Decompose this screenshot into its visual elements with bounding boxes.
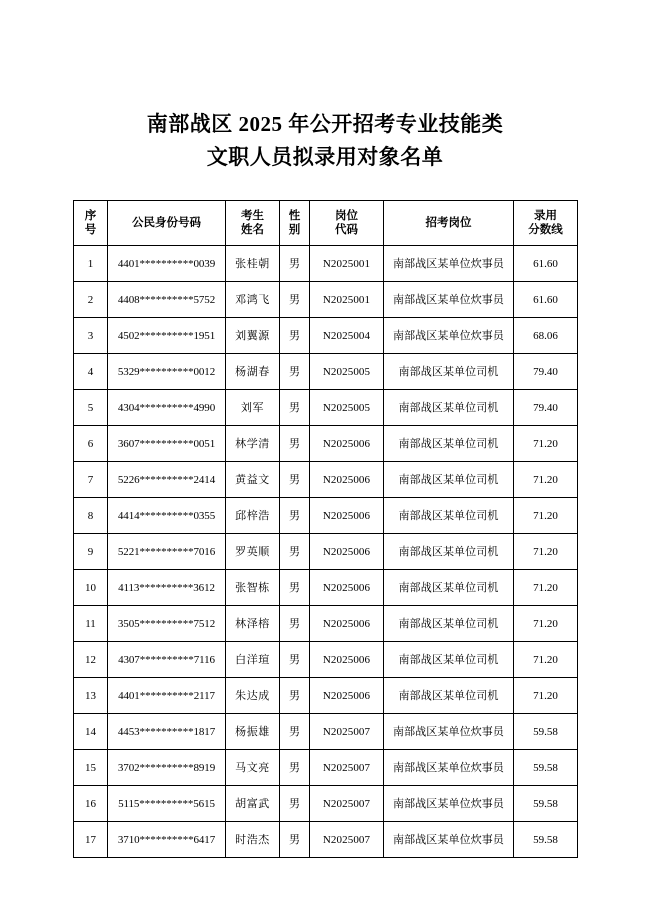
cell-index: 13 [74,678,108,714]
cell-post: 南部战区某单位炊事员 [384,246,514,282]
cell-gender: 男 [280,534,310,570]
table-row [74,426,578,462]
table-row [74,822,578,858]
table-row [74,678,578,714]
cell-gender: 男 [280,786,310,822]
cell-id: 4401**********2117 [108,678,226,714]
column-header-id-number [108,201,226,246]
cell-index: 9 [74,534,108,570]
cell-gender: 男 [280,282,310,318]
cell-score: 59.58 [514,786,578,822]
cell-post: 南部战区某单位司机 [384,570,514,606]
cell-index: 14 [74,714,108,750]
cell-gender: 男 [280,462,310,498]
cell-name: 林泽榕 [226,606,280,642]
cell-index: 7 [74,462,108,498]
cell-code: N2025006 [310,426,384,462]
cell-score: 71.20 [514,570,578,606]
cell-id: 5221**********7016 [108,534,226,570]
cell-code: N2025007 [310,714,384,750]
column-header-id-number-line-1: 公民身份号码 [132,217,201,229]
cell-code: N2025007 [310,822,384,858]
column-header-post-code-line-2: 代码 [335,224,358,236]
cell-score: 61.60 [514,282,578,318]
table-row [74,354,578,390]
cell-score: 68.06 [514,318,578,354]
cell-id: 4453**********1817 [108,714,226,750]
cell-post: 南部战区某单位炊事员 [384,282,514,318]
cell-code: N2025006 [310,642,384,678]
cell-name: 杨振雄 [226,714,280,750]
cell-code: N2025005 [310,354,384,390]
page-title [0,0,650,174]
cell-name: 邓鸿飞 [226,282,280,318]
cell-score: 71.20 [514,426,578,462]
cell-index: 6 [74,426,108,462]
cell-gender: 男 [280,714,310,750]
cell-gender: 男 [280,246,310,282]
column-header-gender-line-1: 性 [288,210,301,222]
cell-gender: 男 [280,750,310,786]
cell-id: 5226**********2414 [108,462,226,498]
cell-score: 59.58 [514,750,578,786]
cell-code: N2025007 [310,786,384,822]
cell-id: 4502**********1951 [108,318,226,354]
cell-code: N2025006 [310,678,384,714]
cell-score: 71.20 [514,534,578,570]
column-header-gender-line-2: 别 [288,224,301,236]
column-header-score-line-1: 录用 [534,210,557,222]
cell-index: 5 [74,390,108,426]
cell-score: 59.58 [514,714,578,750]
title-line-1: 南部战区 2025 年公开招考专业技能类 [146,112,504,136]
table-row [74,390,578,426]
cell-code: N2025006 [310,570,384,606]
column-header-post-code-line-1: 岗位 [335,210,358,222]
cell-index: 1 [74,246,108,282]
cell-id: 4304**********4990 [108,390,226,426]
cell-score: 79.40 [514,390,578,426]
cell-code: N2025001 [310,246,384,282]
cell-post: 南部战区某单位炊事员 [384,786,514,822]
cell-index: 17 [74,822,108,858]
cell-post: 南部战区某单位司机 [384,642,514,678]
cell-score: 59.58 [514,822,578,858]
cell-id: 5329**********0012 [108,354,226,390]
cell-name: 杨湖春 [226,354,280,390]
cell-index: 12 [74,642,108,678]
cell-post: 南部战区某单位司机 [384,606,514,642]
column-header-index [74,201,108,246]
roster-table [73,200,578,858]
table-row [74,534,578,570]
cell-code: N2025005 [310,390,384,426]
column-header-gender [280,201,310,246]
cell-gender: 男 [280,678,310,714]
cell-gender: 男 [280,354,310,390]
cell-gender: 男 [280,426,310,462]
cell-gender: 男 [280,822,310,858]
cell-name: 刘军 [226,390,280,426]
cell-id: 3607**********0051 [108,426,226,462]
table-row [74,786,578,822]
cell-name: 林学清 [226,426,280,462]
cell-id: 4408**********5752 [108,282,226,318]
cell-gender: 男 [280,390,310,426]
column-header-post-line-1: 招考岗位 [425,217,472,229]
table-row [74,606,578,642]
cell-score: 71.20 [514,606,578,642]
cell-score: 71.20 [514,498,578,534]
cell-code: N2025001 [310,282,384,318]
cell-score: 71.20 [514,642,578,678]
cell-id: 4414**********0355 [108,498,226,534]
cell-name: 黄益文 [226,462,280,498]
cell-name: 刘翼源 [226,318,280,354]
cell-id: 4307**********7116 [108,642,226,678]
cell-name: 张桂朝 [226,246,280,282]
cell-index: 8 [74,498,108,534]
cell-score: 71.20 [514,678,578,714]
table-row [74,282,578,318]
cell-post: 南部战区某单位司机 [384,390,514,426]
cell-index: 16 [74,786,108,822]
cell-id: 5115**********5615 [108,786,226,822]
cell-name: 罗英顺 [226,534,280,570]
cell-post: 南部战区某单位司机 [384,498,514,534]
cell-name: 白洋瑄 [226,642,280,678]
cell-id: 3505**********7512 [108,606,226,642]
cell-gender: 男 [280,606,310,642]
cell-id: 3702**********8919 [108,750,226,786]
cell-index: 2 [74,282,108,318]
cell-gender: 男 [280,318,310,354]
table-row [74,750,578,786]
cell-name: 朱达成 [226,678,280,714]
cell-code: N2025006 [310,534,384,570]
title-line-2: 文职人员拟录用对象名单 [206,145,444,169]
column-header-score-line [514,201,578,246]
cell-id: 4401**********0039 [108,246,226,282]
cell-name: 张智栋 [226,570,280,606]
column-header-post [384,201,514,246]
column-header-index-line-1: 序 [84,210,97,222]
table-row [74,714,578,750]
cell-id: 3710**********6417 [108,822,226,858]
cell-gender: 男 [280,642,310,678]
cell-code: N2025006 [310,498,384,534]
cell-score: 79.40 [514,354,578,390]
column-header-score-line-2: 分数线 [528,224,563,236]
cell-gender: 男 [280,570,310,606]
table-row [74,462,578,498]
table-row [74,246,578,282]
cell-gender: 男 [280,498,310,534]
cell-post: 南部战区某单位炊事员 [384,714,514,750]
column-header-candidate-name-line-1: 考生 [241,210,264,222]
cell-name: 胡富武 [226,786,280,822]
cell-post: 南部战区某单位司机 [384,462,514,498]
cell-index: 3 [74,318,108,354]
column-header-candidate-name [226,201,280,246]
table-row [74,498,578,534]
cell-score: 61.60 [514,246,578,282]
cell-post: 南部战区某单位司机 [384,534,514,570]
cell-index: 4 [74,354,108,390]
cell-code: N2025006 [310,606,384,642]
column-header-candidate-name-line-2: 姓名 [241,224,264,236]
cell-score: 71.20 [514,462,578,498]
cell-index: 11 [74,606,108,642]
column-header-index-line-2: 号 [84,224,97,236]
table-row [74,642,578,678]
cell-post: 南部战区某单位司机 [384,678,514,714]
column-header-post-code [310,201,384,246]
roster-table-wrapper [73,200,577,858]
table-header-row [74,201,578,246]
cell-index: 15 [74,750,108,786]
cell-code: N2025007 [310,750,384,786]
cell-code: N2025004 [310,318,384,354]
cell-id: 4113**********3612 [108,570,226,606]
cell-post: 南部战区某单位炊事员 [384,318,514,354]
cell-index: 10 [74,570,108,606]
cell-post: 南部战区某单位司机 [384,354,514,390]
cell-post: 南部战区某单位司机 [384,426,514,462]
cell-post: 南部战区某单位炊事员 [384,822,514,858]
cell-name: 时浩杰 [226,822,280,858]
cell-name: 马文亮 [226,750,280,786]
cell-code: N2025006 [310,462,384,498]
cell-post: 南部战区某单位炊事员 [384,750,514,786]
table-row [74,570,578,606]
table-row [74,318,578,354]
cell-name: 邱梓浩 [226,498,280,534]
